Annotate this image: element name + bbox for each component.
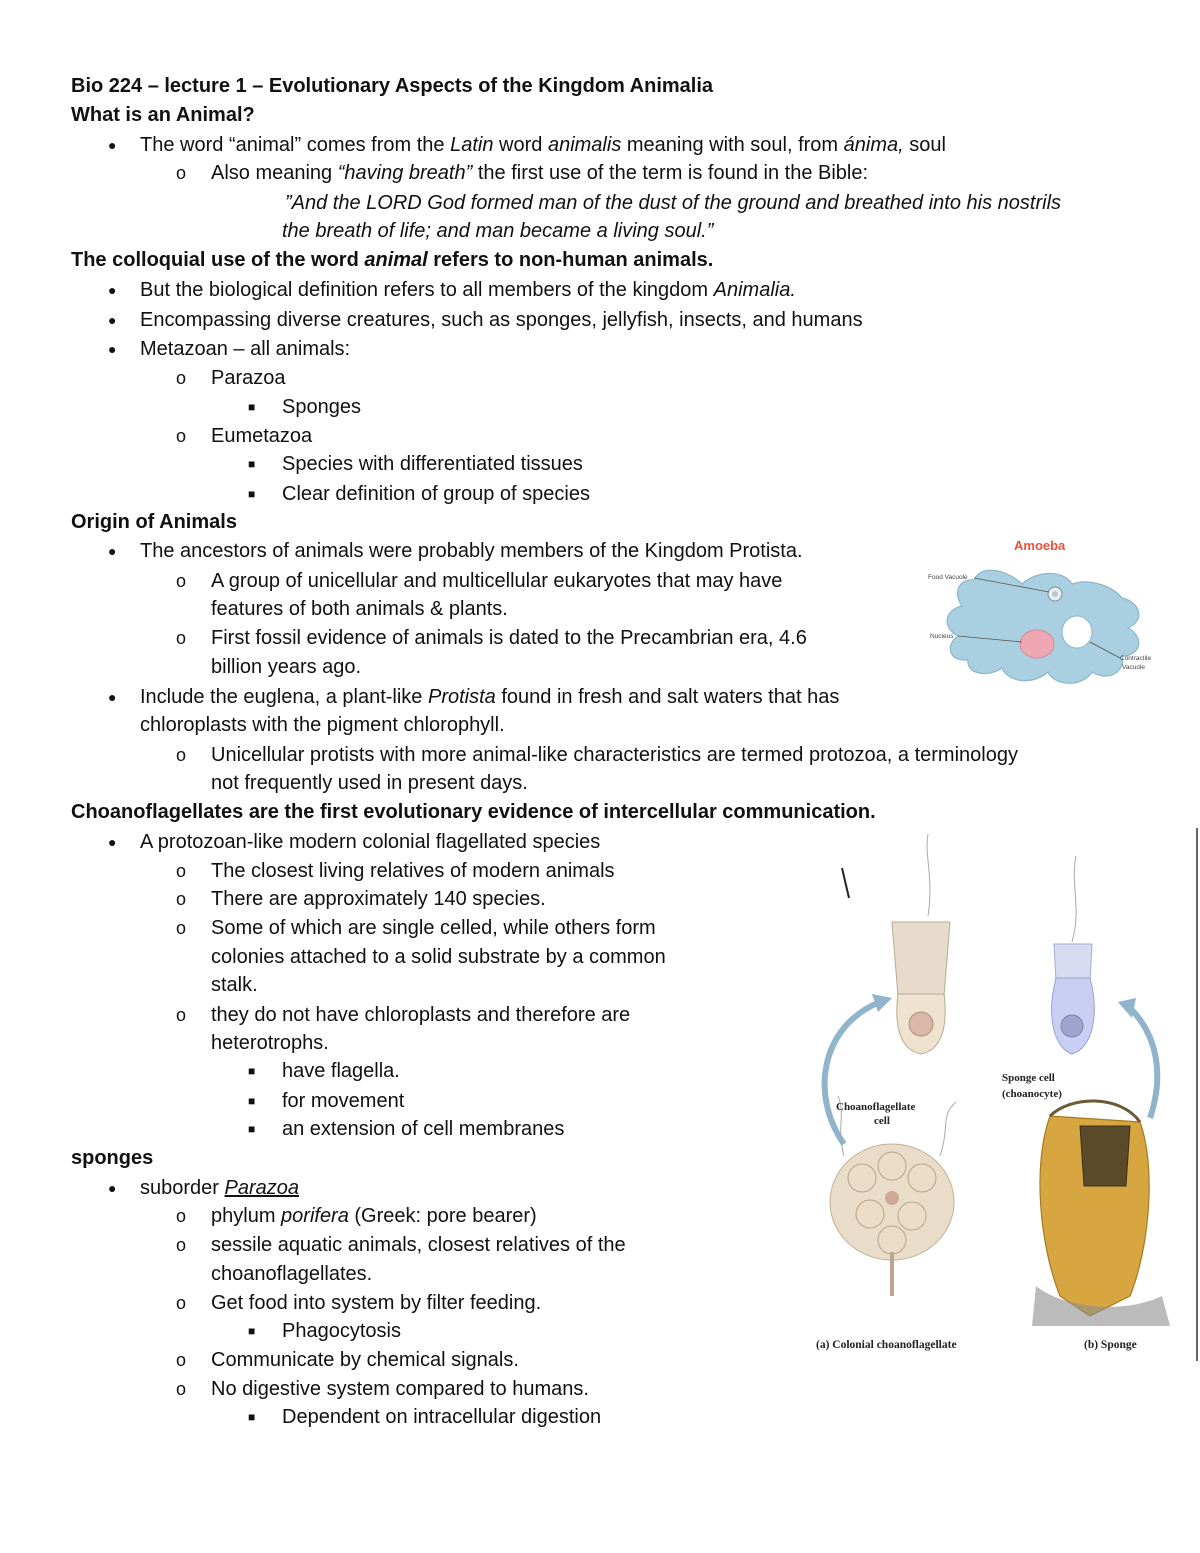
bullet-disc-icon: ● [108, 312, 117, 328]
bullet-circle-icon: o [176, 889, 187, 909]
nucleus-icon [1020, 630, 1054, 658]
caption-colonial-choanoflagellate: (a) Colonial choanoflagellate [816, 1339, 957, 1351]
sponge-icon [1032, 1101, 1170, 1326]
bullet-square-icon: ■ [248, 487, 256, 501]
choanoflagellate-cell-label-2: cell [874, 1115, 890, 1127]
bullet-circle-icon: o [176, 628, 187, 648]
bullet-square-icon: ■ [248, 1324, 256, 1338]
bullet-disc-icon: ● [108, 543, 117, 559]
colonial-choanoflagellate-icon [830, 1096, 956, 1296]
bullet-disc-icon: ● [108, 1180, 117, 1196]
amoeba-figure [922, 532, 1162, 702]
bullet-circle-icon: o [176, 163, 187, 183]
bullet-square-icon: ■ [248, 1410, 256, 1424]
amoeba-title: Amoeba [1014, 538, 1066, 553]
bullet-circle-icon: o [176, 368, 187, 388]
bullet-circle-icon: o [176, 918, 187, 938]
caption-sponge: (b) Sponge [1084, 1339, 1137, 1351]
document-page: Bio 224 – lecture 1 – Evolutionary Aspects of the Kingdom Animalia What is an Animal? ● The word “animal” comes from the Latin word animalis meaning with soul, from ánima, soul o Also meaning “having breath” the first use of the term is found in the Bible: ”And the LORD God formed man of the dust of the ground and breathed into his nostrils the breath of life; and man became a living soul.” The colloquial use of the word animal refers to non-human animals. ● But the biological definition refers to all members of the kingdom Animalia. ● Encompassing diverse creatures, such as sponges, jellyfish, insects, and humans ● Metazoan – all animals: o Parazoa ■ Sponges o Eumetazoa ■ Species with differentiated tissues ■ Clear definition of group of species Origin of Animals ● The ancestors of animals were probably members of the Kingdom Protista. o A group of unicellular and multicellular eukaryotes that may have features of both animals & plants. o First fossil evidence of animals is dated to the Precambrian era, 4.6 billion years ago. ● Include the euglena, a plant-like Protista found in fresh and salt waters that has chloroplasts with the pigment chlorophyll. o Unicellular protists with more animal-like characteristics are termed protozoa, a terminology not frequently used in present days. Choanoflagellates are the first evolutionary evidence of intercellular communication. ● A protozoan-like modern colonial flagellated species o The closest living relatives of modern animals o There are approximately 140 species. o Some of which are single celled, while others form colonies attached to a solid substrate by a common stalk. o they do not have chloroplasts and therefore are heterotrophs. ■ have flagella. ■ for movement ■ an extension of cell membranes sponges ● suborder Parazoa o phylum porifera (Greek: pore bearer) o sessile aquatic animals, closest relatives of the choanoflagellates. o Get food into system by filter feeding. ■ Phagocytosis o Communicate by chemical signals. o No digestive system compared to humans. ■ Dependent on intracellular digestion Amoeba Food Vacuole Nucleus Contractile Vacuole Choanoflagellate cell Sponge cell (choanocyte) (a) Colonial choanoflagellate (b) Sponge [0, 0, 1200, 1553]
bullet-square-icon: ■ [248, 457, 256, 471]
bullet-disc-icon: ● [108, 834, 117, 850]
bullet-circle-icon: o [176, 571, 187, 591]
food-vacuole-label: Food Vacuole [928, 574, 968, 581]
arrow-icon [1130, 1008, 1157, 1118]
bullet-circle-icon: o [176, 1206, 187, 1226]
bullet-square-icon: ■ [248, 1064, 256, 1078]
bullet-square-icon: ■ [248, 400, 256, 414]
bullet-circle-icon: o [176, 745, 187, 765]
choanocyte-cell-icon [1052, 856, 1095, 1054]
bullet-circle-icon: o [176, 1350, 187, 1370]
contractile-vacuole-icon [1062, 616, 1092, 648]
stray-mark [842, 868, 849, 898]
choanocyte-label: (choanocyte) [1002, 1088, 1062, 1100]
choanoflagellate-sponge-figure [800, 826, 1200, 1366]
bullet-disc-icon: ● [108, 282, 117, 298]
bullet-disc-icon: ● [108, 341, 117, 357]
bullet-square-icon: ■ [248, 1122, 256, 1136]
choanoflagellate-cell-label: Choanoflagellate [836, 1101, 916, 1113]
bullet-circle-icon: o [176, 1235, 187, 1255]
arrow-icon [825, 1002, 880, 1144]
bullet-disc-icon: ● [108, 137, 117, 153]
bullet-circle-icon: o [176, 1005, 187, 1025]
bullet-circle-icon: o [176, 1379, 187, 1399]
bullet-circle-icon: o [176, 861, 187, 881]
choanoflagellate-cell-icon [892, 834, 950, 1054]
sponge-cell-label: Sponge cell [1002, 1072, 1055, 1084]
nucleus-label: Nucleus [930, 633, 954, 640]
arrow-head-icon [872, 994, 892, 1012]
bullet-circle-icon: o [176, 1293, 187, 1313]
bullet-disc-icon: ● [108, 689, 117, 705]
amoeba-body-icon [947, 570, 1139, 683]
bullet-circle-icon: o [176, 426, 187, 446]
vacuole-label: Vacuole [1122, 664, 1146, 671]
food-vacuole-core-icon [1052, 591, 1058, 597]
bullet-square-icon: ■ [248, 1094, 256, 1108]
contractile-label: Contractile [1120, 655, 1152, 662]
